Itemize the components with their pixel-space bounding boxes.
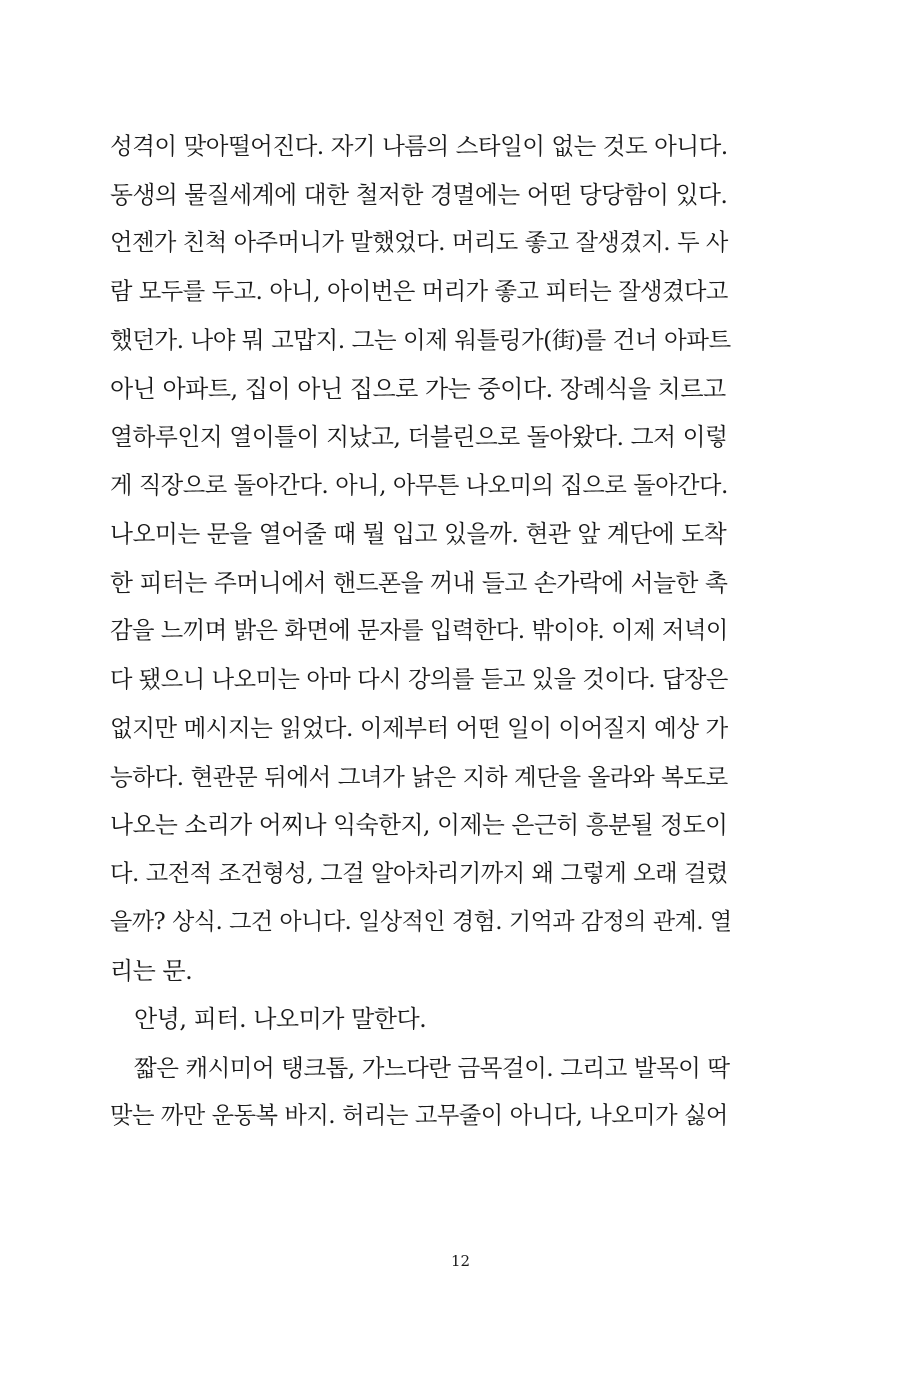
text-line: 동생의 물질세계에 대한 철저한 경멸에는 어떤 당당함이 있다. <box>110 180 728 209</box>
text-line: 했던가. 나야 뭐 고맙지. 그는 이제 워틀링가(街)를 건너 아파트 <box>110 326 731 354</box>
text-line: 능하다. 현관문 뒤에서 그녀가 낡은 지하 계단을 올라와 복도로 <box>110 762 728 791</box>
text-line: 성격이 맞아떨어진다. 자기 나름의 스타일이 없는 것도 아니다. <box>110 132 728 160</box>
text-line: 다. 고전적 조건형성, 그걸 알아차리기까지 왜 그렇게 오래 걸렸 <box>110 859 728 887</box>
text-line: 리는 문. <box>110 956 193 985</box>
text-line: 맞는 까만 운동복 바지. 허리는 고무줄이 아니다, 나오미가 싫어 <box>110 1102 728 1129</box>
text-line: 다 됐으니 나오미는 아마 다시 강의를 듣고 있을 것이다. 답장은 <box>110 665 728 693</box>
text-line: 없지만 메시지는 읽었다. 이제부터 어떤 일이 이어질지 예상 가 <box>110 714 728 742</box>
body-text <box>110 122 730 1141</box>
text-line: 람 모두를 두고. 아니, 아이번은 머리가 좋고 피터는 잘생겼다고 <box>110 277 728 305</box>
dialogue-line: 안녕, 피터. 나오미가 말한다. <box>134 1005 427 1033</box>
text-line: 감을 느끼며 밝은 화면에 문자를 입력한다. 밖이야. 이제 저녁이 <box>110 617 728 644</box>
text-line: 아닌 아파트, 집이 아닌 집으로 가는 중이다. 장례식을 치르고 <box>110 374 726 403</box>
page-number: 12 <box>450 1252 471 1270</box>
text-line: 나오는 소리가 어찌나 익숙한지, 이제는 은근히 흥분될 정도이 <box>110 811 728 839</box>
text-line: 게 직장으로 돌아간다. 아니, 아무튼 나오미의 집으로 돌아간다. <box>110 471 728 499</box>
paragraph-start-line: 짧은 캐시미어 탱크톱, 가느다란 금목걸이. 그리고 발목이 딱 <box>134 1053 730 1082</box>
text-line: 열하루인지 열이틀이 지났고, 더블린으로 돌아왔다. 그저 이렇 <box>110 423 728 451</box>
text-line: 한 피터는 주머니에서 핸드폰을 꺼내 들고 손가락에 서늘한 촉 <box>110 568 728 597</box>
text-line: 언젠가 친척 아주머니가 말했었다. 머리도 좋고 잘생겼지. 두 사 <box>110 229 728 256</box>
text-line: 나오미는 문을 열어줄 때 뭘 입고 있을까. 현관 앞 계단에 도착 <box>110 520 727 548</box>
text-line: 을까? 상식. 그건 아니다. 일상적인 경험. 기억과 감정의 관계. 열 <box>110 909 732 935</box>
